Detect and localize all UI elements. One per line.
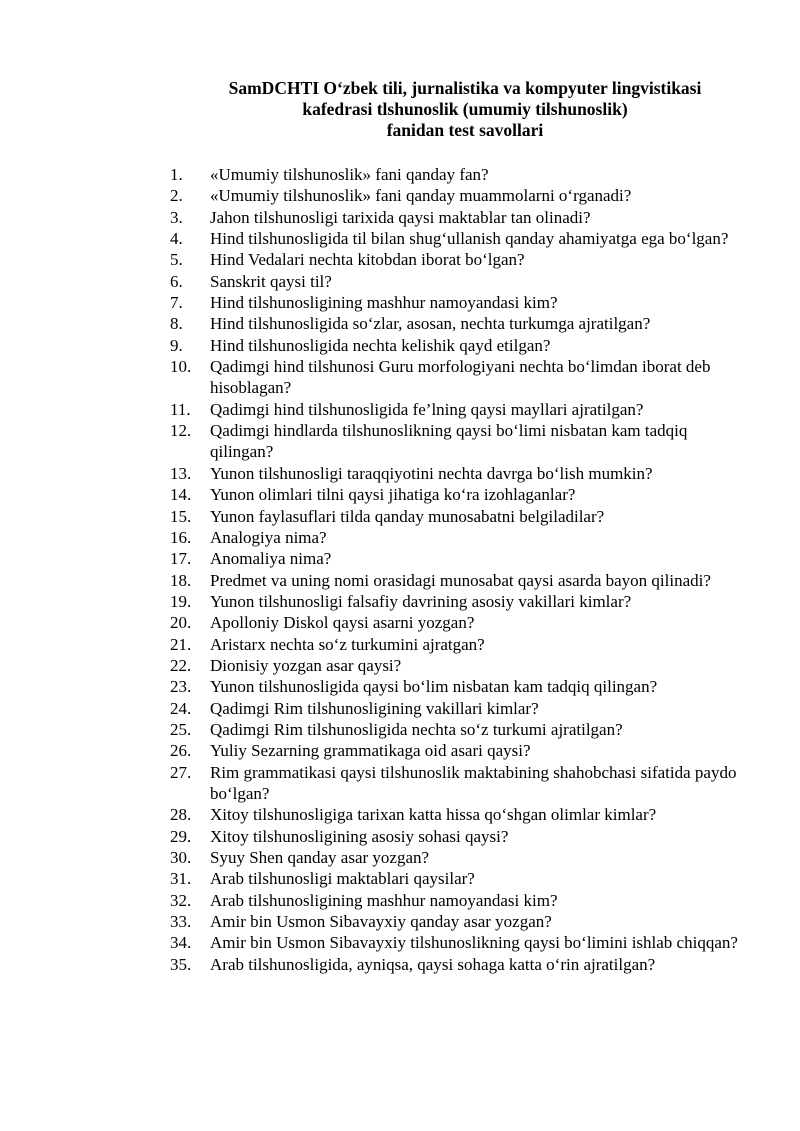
question-text: Qadimgi hindlarda tilshunoslikning qaysi bo‘limi nisbatan kam tadqiq qilingan? bbox=[210, 421, 688, 462]
question-text: Hind tilshunosligida nechta kelishik qayd etilgan? bbox=[210, 335, 551, 355]
question-item bbox=[170, 484, 750, 505]
question-number: 32. bbox=[170, 890, 192, 910]
document-title bbox=[120, 78, 800, 141]
question-text: Dionisiy yozgan asar qaysi? bbox=[210, 655, 402, 675]
question-text: Apolloniy Diskol qaysi asarni yozgan? bbox=[210, 613, 475, 633]
question-item bbox=[170, 164, 750, 185]
question-number: 22. bbox=[170, 655, 192, 675]
question-number: 34. bbox=[170, 933, 192, 953]
question-number: 27. bbox=[170, 762, 192, 782]
question-text: Rim grammatikasi qaysi tilshunoslik maktabining shahobchasi sifatida paydo bo‘lgan? bbox=[210, 762, 737, 803]
question-text: Arab tilshunosligi maktablari qaysilar? bbox=[210, 869, 475, 889]
question-text: Yunon tilshunosligi falsafiy davrining asosiy vakillari kimlar? bbox=[210, 591, 632, 611]
question-number: 9. bbox=[170, 335, 183, 355]
question-item bbox=[170, 719, 750, 740]
question-text: Amir bin Usmon Sibavayxiy qanday asar yozgan? bbox=[210, 912, 552, 932]
question-text: Aristarx nechta so‘z turkumini ajratgan? bbox=[210, 634, 485, 654]
question-item bbox=[170, 313, 750, 334]
question-number: 8. bbox=[170, 314, 183, 334]
question-number: 12. bbox=[170, 421, 192, 441]
question-item bbox=[170, 954, 750, 975]
question-number: 3. bbox=[170, 207, 183, 227]
question-text: Analogiya nima? bbox=[210, 527, 327, 547]
question-text: Amir bin Usmon Sibavayxiy tilshunoslikning qaysi bo‘limini ishlab chiqqan? bbox=[210, 933, 738, 953]
question-number: 33. bbox=[170, 912, 192, 932]
question-number: 23. bbox=[170, 677, 192, 697]
question-number: 25. bbox=[170, 719, 192, 739]
question-item bbox=[170, 804, 750, 825]
question-text: Anomaliya nima? bbox=[210, 549, 332, 569]
question-item bbox=[170, 762, 750, 805]
question-text: Hind tilshunosligida so‘zlar, asosan, nechta turkumga ajratilgan? bbox=[210, 314, 651, 334]
question-item bbox=[170, 612, 750, 633]
question-number: 29. bbox=[170, 826, 192, 846]
question-item bbox=[170, 271, 750, 292]
question-number: 28. bbox=[170, 805, 192, 825]
question-number: 6. bbox=[170, 271, 183, 291]
question-item bbox=[170, 463, 750, 484]
question-item bbox=[170, 868, 750, 889]
question-text: Predmet va uning nomi orasidagi munosabat qaysi asarda bayon qilinadi? bbox=[210, 570, 711, 590]
question-number: 17. bbox=[170, 549, 192, 569]
question-text: Yunon olimlari tilni qaysi jihatiga ko‘ra izohlaganlar? bbox=[210, 485, 576, 505]
question-item bbox=[170, 527, 750, 548]
question-text: Jahon tilshunosligi tarixida qaysi maktablar tan olinadi? bbox=[210, 207, 591, 227]
question-text: Xitoy tilshunosligining asosiy sohasi qaysi? bbox=[210, 826, 509, 846]
question-item bbox=[170, 698, 750, 719]
question-number: 18. bbox=[170, 570, 192, 590]
question-number: 4. bbox=[170, 229, 183, 249]
question-item bbox=[170, 506, 750, 527]
question-text: Hind tilshunosligida til bilan shug‘ullanish qanday ahamiyatga ega bo‘lgan? bbox=[210, 229, 729, 249]
question-number: 35. bbox=[170, 954, 192, 974]
question-number: 5. bbox=[170, 250, 183, 270]
question-number: 30. bbox=[170, 848, 192, 867]
question-item bbox=[170, 890, 750, 911]
question-text: Qadimgi hind tilshunosligida fe’lning qaysi mayllari ajratilgan? bbox=[210, 399, 644, 419]
question-text: Sanskrit qaysi til? bbox=[210, 271, 332, 291]
question-number: 11. bbox=[170, 399, 191, 419]
question-number: 26. bbox=[170, 741, 192, 761]
question-item bbox=[170, 228, 750, 249]
title-line-1: SamDCHTI O‘zbek tili, jurnalistika va kompyuter lingvistikasi bbox=[228, 78, 702, 98]
question-number: 2. bbox=[170, 186, 183, 206]
question-item bbox=[170, 249, 750, 270]
question-item bbox=[170, 207, 750, 228]
question-list bbox=[170, 164, 750, 975]
question-text: Yuliy Sezarning grammatikaga oid asari qaysi? bbox=[210, 741, 531, 761]
question-item bbox=[170, 634, 750, 655]
question-text: Yunon tilshunosligi taraqqiyotini nechta davrga bo‘lish mumkin? bbox=[210, 463, 653, 483]
question-text: «Umumiy tilshunoslik» fani qanday fan? bbox=[210, 165, 489, 184]
question-item bbox=[170, 911, 750, 932]
question-item bbox=[170, 826, 750, 847]
question-number: 14. bbox=[170, 485, 192, 505]
question-text: Qadimgi Rim tilshunosligining vakillari kimlar? bbox=[210, 698, 539, 718]
question-number: 19. bbox=[170, 591, 192, 611]
question-item bbox=[170, 932, 750, 953]
question-number: 10. bbox=[170, 357, 192, 377]
question-item bbox=[170, 335, 750, 356]
question-number: 1. bbox=[170, 165, 183, 184]
question-number: 15. bbox=[170, 506, 192, 526]
question-item bbox=[170, 292, 750, 313]
question-text: Syuy Shen qanday asar yozgan? bbox=[210, 848, 430, 867]
question-text: Xitoy tilshunosligiga tarixan katta hissa qo‘shgan olimlar kimlar? bbox=[210, 805, 657, 825]
question-number: 21. bbox=[170, 634, 192, 654]
question-number: 7. bbox=[170, 293, 183, 313]
question-item bbox=[170, 548, 750, 569]
question-item bbox=[170, 740, 750, 761]
question-number: 24. bbox=[170, 698, 192, 718]
question-item bbox=[170, 847, 750, 868]
question-text: Qadimgi hind tilshunosi Guru morfologiyani nechta bo‘limdan iborat deb hisoblagan? bbox=[210, 357, 711, 398]
question-item bbox=[170, 399, 750, 420]
question-text: Yunon tilshunosligida qaysi bo‘lim nisbatan kam tadqiq qilingan? bbox=[210, 677, 658, 697]
question-item bbox=[170, 570, 750, 591]
question-item bbox=[170, 356, 750, 399]
question-text: Qadimgi Rim tilshunosligida nechta so‘z turkumi ajratilgan? bbox=[210, 719, 623, 739]
question-text: Hind Vedalari nechta kitobdan iborat bo‘lgan? bbox=[210, 250, 525, 270]
question-text: Yunon faylasuflari tilda qanday munosabatni belgiladilar? bbox=[210, 506, 605, 526]
question-number: 16. bbox=[170, 527, 192, 547]
question-item bbox=[170, 591, 750, 612]
question-text: Arab tilshunosligining mashhur namoyandasi kim? bbox=[210, 890, 558, 910]
question-item bbox=[170, 420, 750, 463]
question-number: 31. bbox=[170, 869, 192, 889]
question-item bbox=[170, 676, 750, 697]
question-item bbox=[170, 185, 750, 206]
question-text: Hind tilshunosligining mashhur namoyandasi kim? bbox=[210, 293, 558, 313]
question-text: Arab tilshunosligida, ayniqsa, qaysi sohaga katta o‘rin ajratilgan? bbox=[210, 954, 656, 974]
question-text: «Umumiy tilshunoslik» fani qanday muammolarni o‘rganadi? bbox=[210, 186, 632, 206]
question-number: 20. bbox=[170, 613, 192, 633]
title-line-2: kafedrasi tlshunoslik (umumiy tilshunoslik) bbox=[302, 99, 628, 119]
question-number: 13. bbox=[170, 463, 192, 483]
title-line-3: fanidan test savollari bbox=[386, 120, 544, 140]
question-item bbox=[170, 655, 750, 676]
